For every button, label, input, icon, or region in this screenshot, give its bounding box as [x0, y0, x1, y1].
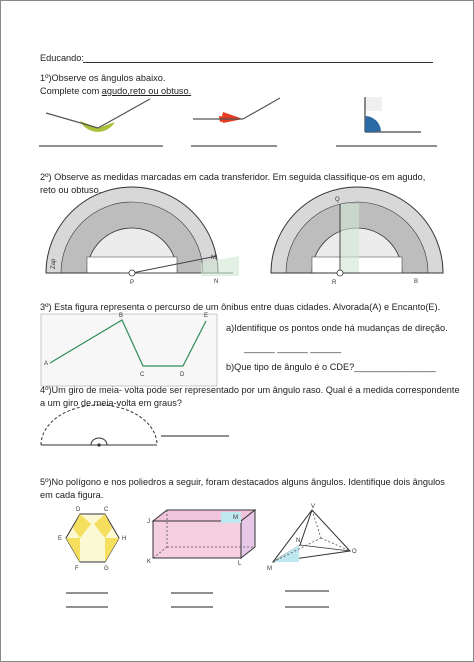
pyramid-label-m: M	[267, 566, 272, 572]
label-q: Q	[335, 197, 340, 203]
prism-figure	[147, 510, 255, 567]
hex-label-d: D	[76, 507, 81, 513]
prism-label-k: K	[147, 559, 152, 565]
hexagon-figure	[58, 507, 126, 572]
hex-label-e: E	[58, 536, 63, 542]
hex-label-c: C	[104, 507, 109, 513]
q3-item-a: a)Identifique os pontos onde há mudanças de direção.	[226, 323, 448, 333]
label-c: C	[140, 372, 145, 378]
prism-label-l: L	[238, 561, 242, 567]
hex-label-f: F	[75, 566, 79, 572]
brand-zap: Zap	[51, 258, 57, 269]
label-p: P	[130, 280, 135, 286]
hex-label-h: H	[122, 536, 127, 542]
q5-statement: 5º)No polígono e nos poliedros a seguir, foram destacados alguns ângulos. Identifique dois ângulos em cada figura.	[40, 477, 445, 500]
label-a: A	[44, 361, 49, 367]
label-r: R	[332, 280, 337, 286]
label-b: B	[414, 279, 419, 285]
label-e: E	[204, 313, 209, 319]
prism-label-m: M	[233, 515, 238, 521]
pyramid-label-o: O	[352, 549, 357, 555]
q3-item-b: b)Que tipo de ângulo é o CDE?________________	[226, 362, 436, 372]
q5-figures	[1, 1, 474, 662]
pyramid-figure	[267, 504, 357, 572]
q4-statement: 4º)Um giro de meia- volta pode ser representado por um ângulo raso. Qual é a medida correspondente a um giro de meia-volta em graus?	[40, 385, 460, 408]
pyramid-label-n: N	[296, 538, 301, 544]
hex-label-g: G	[104, 566, 109, 572]
q3-statement: 3º) Esta figura representa o percurso de um ônibus entre duas cidades. Alvorada(A) e Encanto(E).	[40, 302, 441, 312]
q1-instruction: Complete com agudo,reto ou obtuso.	[40, 86, 192, 96]
q1-statement: 1º)Observe os ângulos abaixo.	[40, 73, 166, 83]
label-m: M	[211, 255, 216, 261]
pyramid-label-v: V	[311, 504, 316, 510]
q3-item-a-blanks[interactable]: ______ ______ ______	[244, 343, 342, 353]
prism-label-j: J	[147, 519, 150, 525]
label-b: B	[119, 313, 124, 319]
q2-statement: 2º) Observe as medidas marcadas em cada transferidor. Em seguida classifique-os em agudo, reto ou obtuso.	[40, 172, 426, 195]
student-label: Educando:	[40, 53, 84, 63]
label-d: D	[180, 372, 185, 378]
label-n: N	[214, 279, 219, 285]
